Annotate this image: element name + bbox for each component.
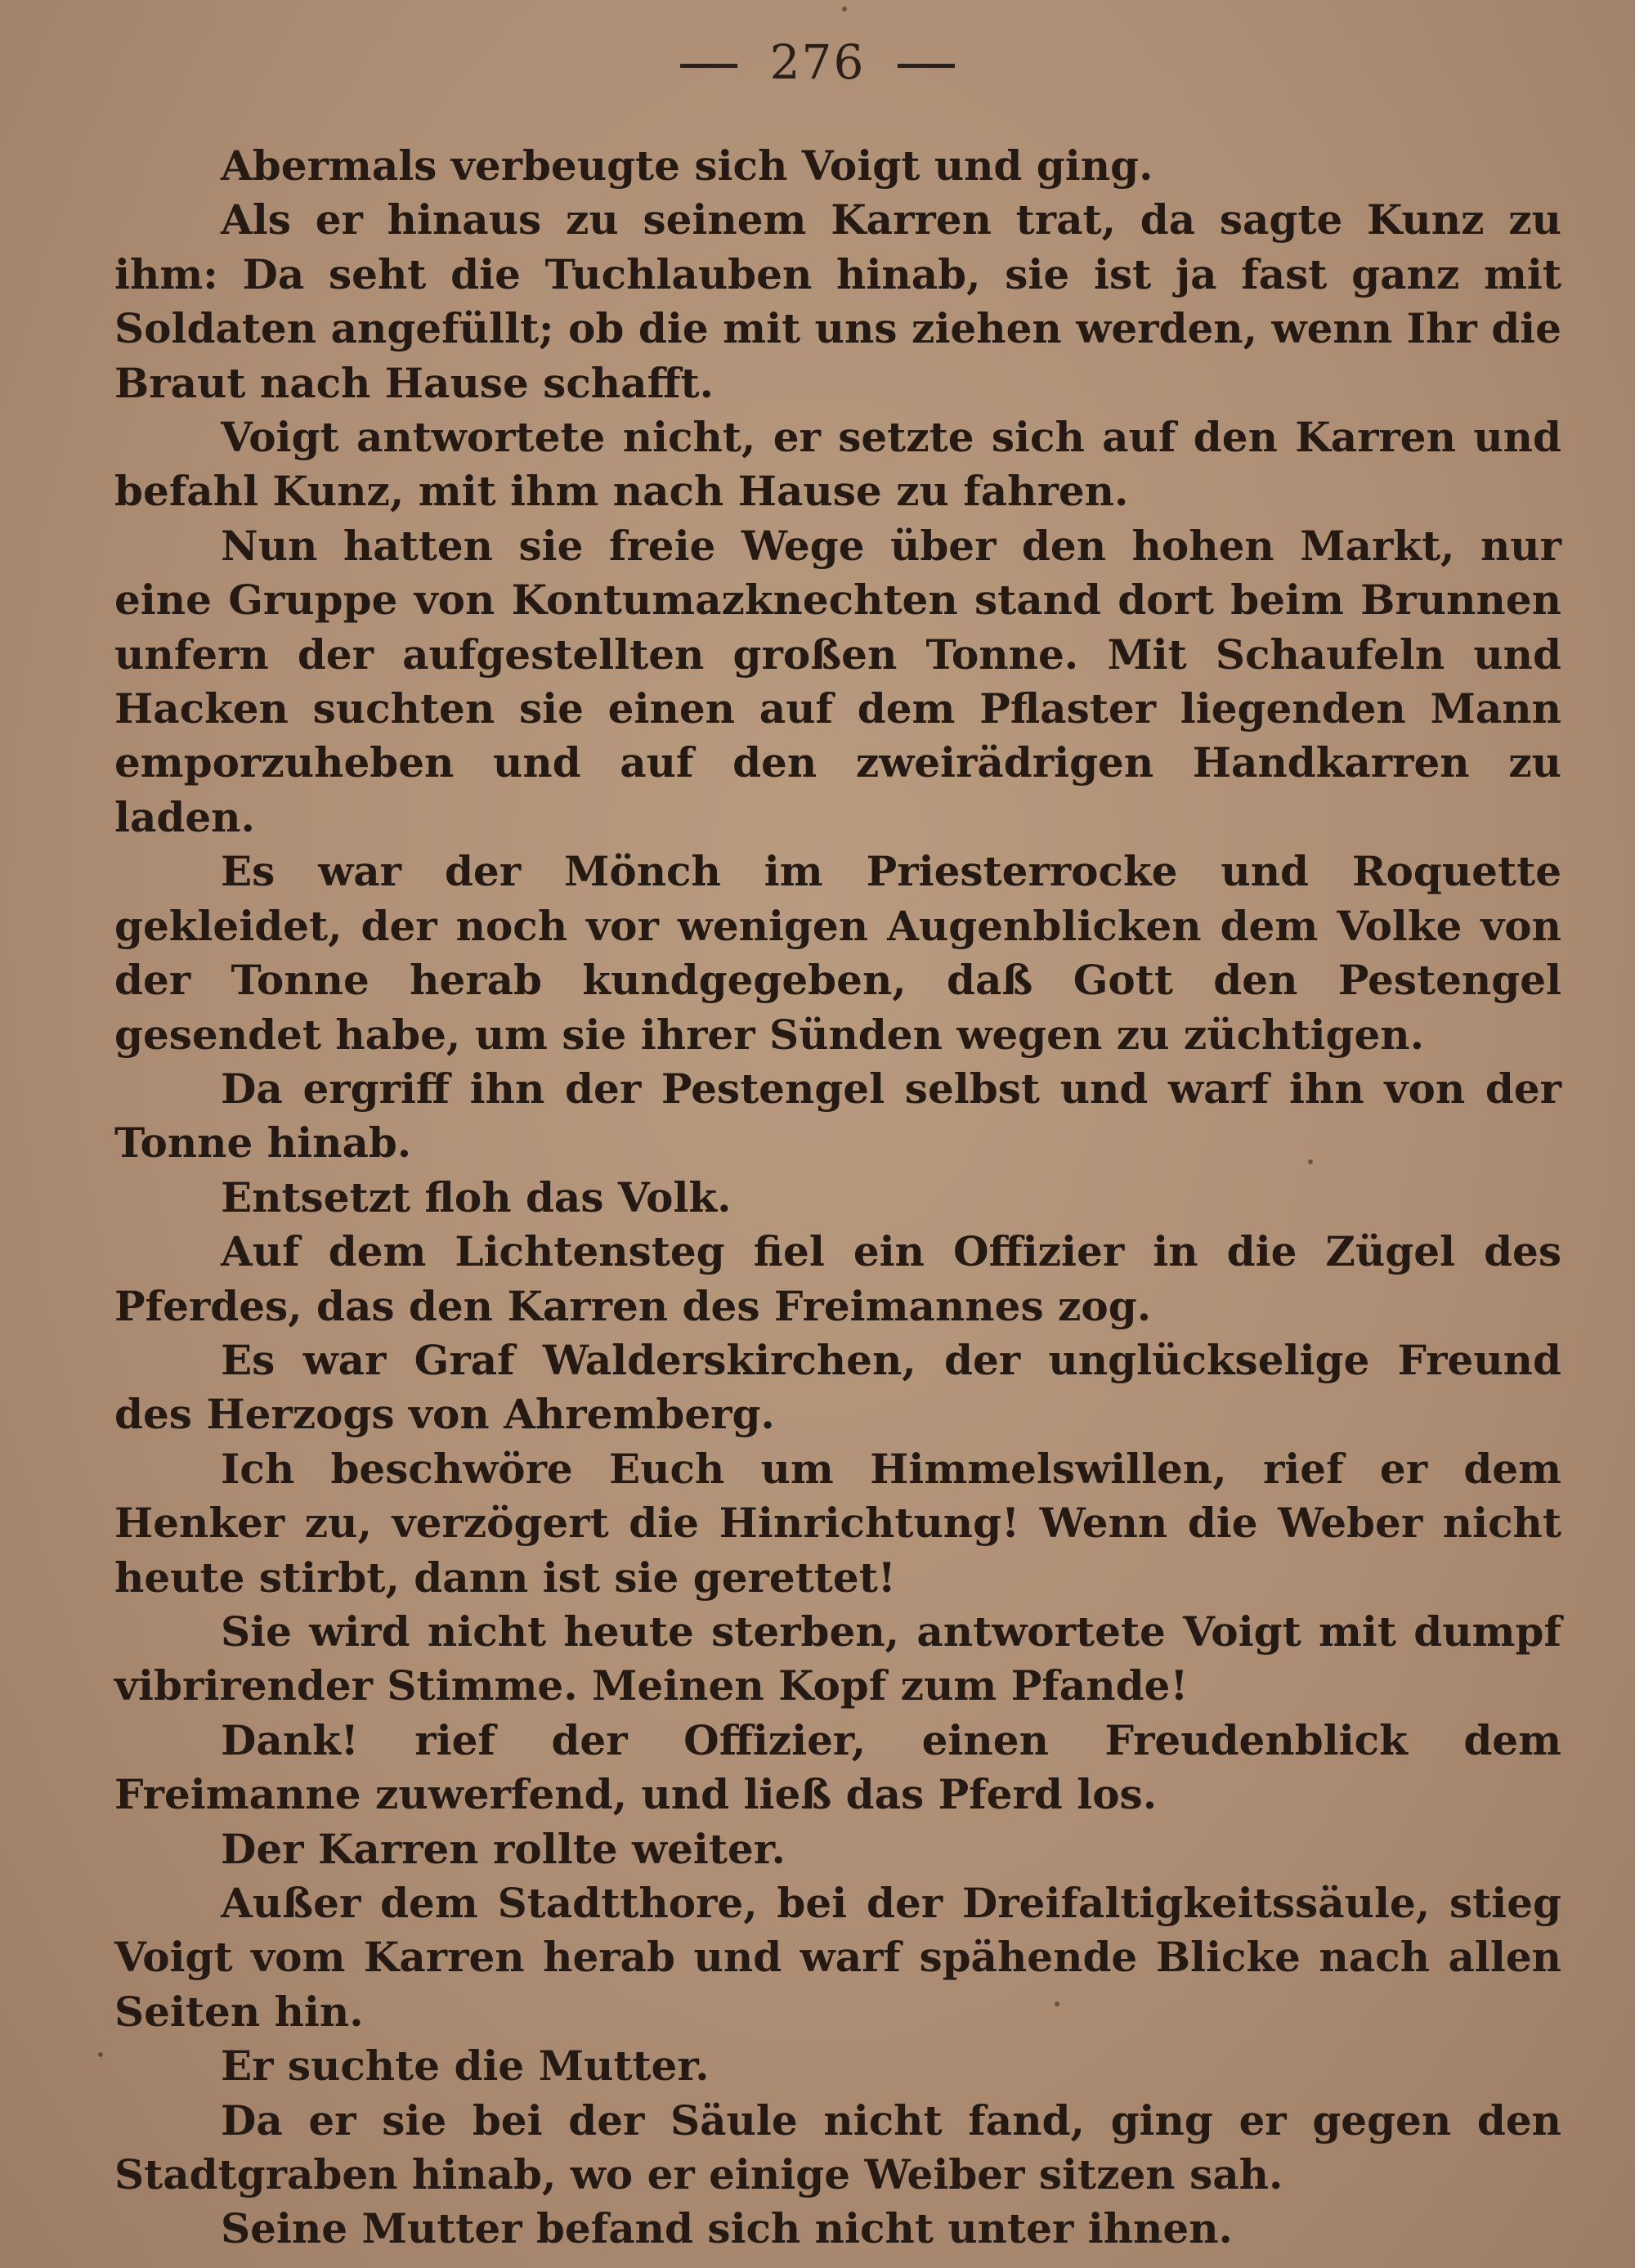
- paragraph: Als er hinaus zu seinem Karren trat, da sagte Kunz zu ihm: Da seht die Tuchlauben hinab, sie ist ja fast ganz mit Soldaten angefüllt; ob die mit uns ziehen werden, wenn Ihr die Braut nach Hause schafft.: [114, 195, 1561, 407]
- paragraph: Nun hatten sie freie Wege über den hohen Markt, nur eine Gruppe von Kontumazknechten stand dort beim Brunnen unfern der aufgestellten großen Tonne. Mit Schaufeln und Hacken suchten sie einen auf dem Pflaster liegenden Mann emporzuheben und auf den zweirädrigen Handkarren zu laden.: [114, 521, 1561, 841]
- paragraph: Da er sie bei der Säule nicht fand, ging er gegen den Stadtgraben hinab, wo er einige Weiber sitzen sah.: [114, 2095, 1561, 2199]
- right-dash: [898, 64, 955, 68]
- paragraph: Seine Mutter befand sich nicht unter ihnen.: [221, 2204, 1233, 2253]
- page-number-header: [0, 34, 1635, 90]
- page-number: 276: [769, 34, 866, 90]
- paragraph: Dank! rief der Offizier, einen Freudenblick dem Freimanne zuwerfend, und ließ das Pferd los.: [114, 1715, 1561, 1819]
- paragraph: Da ergriff ihn der Pestengel selbst und warf ihn von der Tonne hinab.: [114, 1064, 1561, 1168]
- paragraph: Voigt antwortete nicht, er setzte sich auf den Karren und befahl Kunz, mit ihm nach Hause zu fahren.: [114, 413, 1561, 516]
- paper-speck: [842, 7, 847, 11]
- left-dash: [680, 64, 737, 68]
- paragraph: Abermals verbeugte sich Voigt und ging.: [221, 141, 1153, 190]
- paragraph: Entsetzt floh das Volk.: [221, 1172, 732, 1221]
- paragraph: Es war der Mönch im Priesterrocke und Roquette gekleidet, der noch vor wenigen Augenblicken dem Volke von der Tonne herab kundgegeben, daß Gott den Pestengel gesendet habe, um sie ihrer Sünden wegen zu züchtigen.: [114, 847, 1561, 1059]
- body-text: [114, 139, 1561, 2257]
- paragraph: Auf dem Lichtensteg fiel ein Offizier in die Zügel des Pferdes, das den Karren des Freimannes zog.: [114, 1227, 1561, 1330]
- paper-speck: [98, 2052, 103, 2057]
- paragraph: Ich beschwöre Euch um Himmelswillen, rief er dem Henker zu, verzögert die Hinrichtung! Wenn die Weber nicht heute stirbt, dann ist sie gerettet!: [114, 1444, 1561, 1602]
- paragraph: Außer dem Stadtthore, bei der Dreifaltigkeitssäule, stieg Voigt vom Karren herab und warf spähende Blicke nach allen Seiten hin.: [114, 1879, 1561, 2036]
- paper-speck: [1055, 2001, 1059, 2006]
- paper-speck: [1308, 1159, 1313, 1164]
- paragraph: Es war Graf Walderskirchen, der unglückselige Freund des Herzogs von Ahremberg.: [114, 1335, 1561, 1439]
- paragraph: Er suchte die Mutter.: [221, 2042, 710, 2091]
- paragraph: Der Karren rollte weiter.: [221, 1824, 786, 1873]
- paragraph: Sie wird nicht heute sterben, antwortete Voigt mit dumpf vibrirender Stimme. Meinen Kopf zum Pfande!: [114, 1607, 1561, 1710]
